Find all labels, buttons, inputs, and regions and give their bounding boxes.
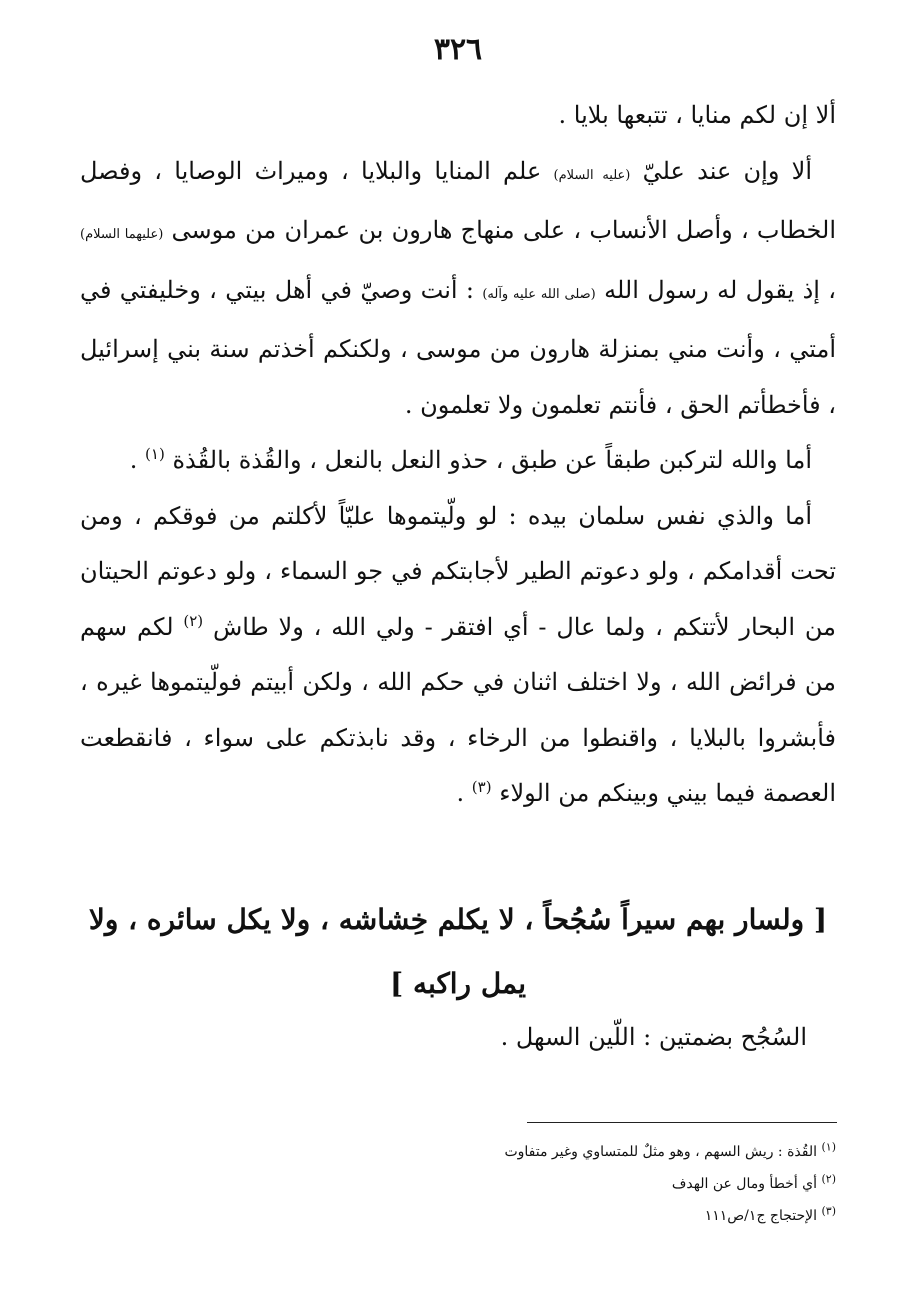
footnote-ref: (١)	[145, 445, 165, 463]
main-text	[80, 88, 836, 822]
footnote	[380, 1200, 836, 1232]
page-number: ٣٢٦	[433, 32, 483, 67]
footnote	[380, 1168, 836, 1200]
footnote-ref: (٢)	[183, 611, 204, 630]
footnotes	[380, 1136, 836, 1232]
honorific: (صلى الله عليه وآله)	[482, 286, 596, 302]
section-heading: [ ولسار بهم سيراً سُجُحاً ، لا يكلم خِشاشه ، ولا يكل سائره ، ولا يمل راكبه ]	[88, 903, 828, 1000]
paragraph: أما والله لتركبن طبقاً عن طبق ، حذو النعل بالنعل ، والقُذة بالقُذة $^{(١)}$ .	[129, 445, 812, 474]
footnote-text: الإحتجاج ج١/ص١١١	[704, 1208, 818, 1224]
footnote-text: أي أخطأ ومال عن الهدف	[671, 1176, 818, 1192]
footnote-mark: (١)	[821, 1140, 836, 1154]
footnote-text: القُذة : ريش السهم ، وهو مثلٌ للمتساوي وغير متفاوت	[504, 1144, 818, 1160]
paragraph: ألا وإن عند عليّ (عليه السلام) علم المنايا والبلايا ، وميراث الوصايا ، وفصل الخطاب ، وأصل الأنساب ، على منهاج هارون بن عمران من موسى (عليهما السلام) ، إذ يقول له رسول الله (صلى الله عليه وآله) : أنت وصيّ في أهل بيتي ، وخليفتي في أمتي ، وأنت مني بمنزلة هارون من موسى ، ولكنكم أخذتم سنة بني إسرائيل ، فأخطأتم الحق ، فأنتم تعلمون ولا تعلمون .	[80, 156, 837, 419]
paragraph: ألا إن لكم منايا ، تتبعها بلايا .	[558, 101, 836, 129]
honorific: (عليهما السلام)	[80, 227, 164, 242]
paragraph: أما والذي نفس سلمان بيده : لو ولّيتموها عليّاً لأكلتم من فوقكم ، ومن تحت أقدامكم ، ولو دعوتم الطير لأجابتكم في جو السماء ، ولو دعوتم الحيتان من البحار لأتتكم ، ولما عال - أي افتقر - ولي الله ، ولا طاش $^{(٢)}$ لكم سهم من فرائض الله ، ولا اختلف اثنان في حكم الله ، ولكن أبيتم فولّيتموها غيره ، فأبشروا بالبلايا ، واقنطوا من الرخاء ، وقد نابذتكم على سواء ، فانقطعت العصمة فيما بيني وبينكم من الولاء $^{(٣)}$ .	[80, 501, 837, 807]
honorific: (عليه السلام)	[553, 167, 631, 183]
footnote-ref: (٣)	[471, 778, 492, 796]
footnote-mark: (٢)	[821, 1172, 836, 1186]
footnote-mark: (٣)	[821, 1204, 836, 1218]
footnote	[380, 1136, 836, 1168]
gloss-line: السُجُح بضمتين : اللّين السهل .	[500, 1023, 807, 1051]
footnote-divider	[527, 1122, 837, 1123]
